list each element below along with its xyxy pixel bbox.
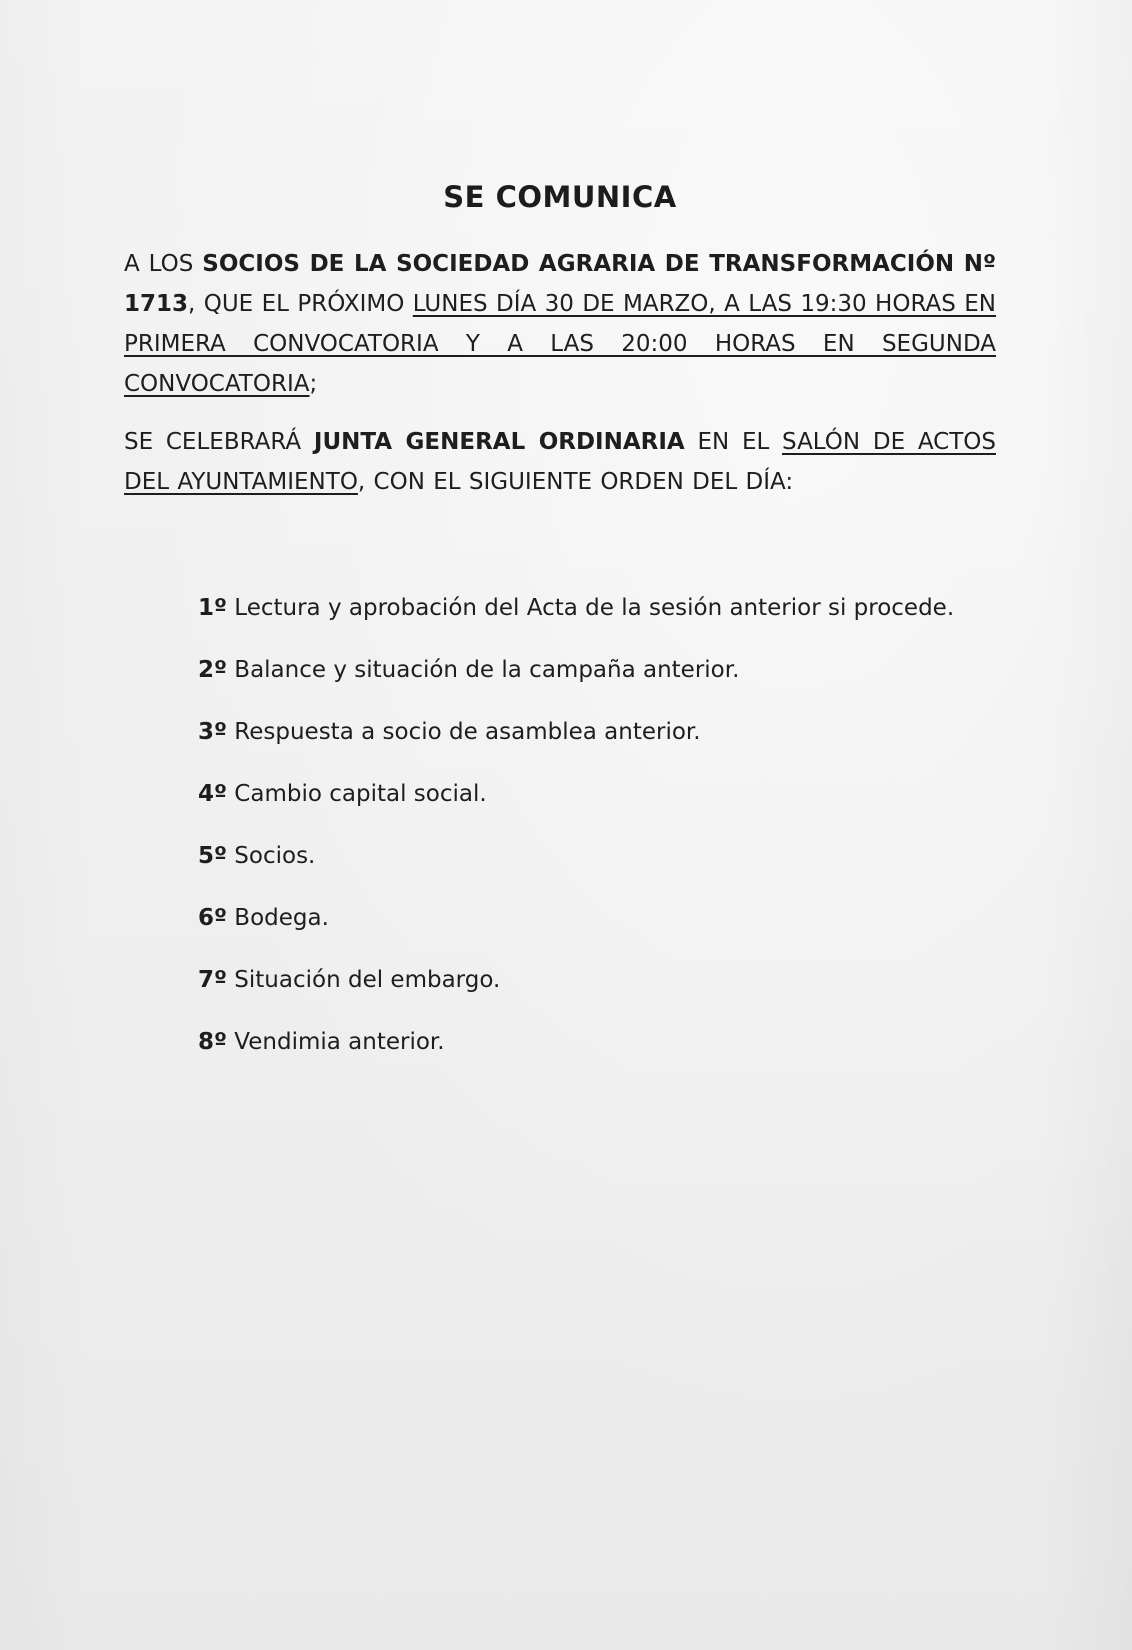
paragraph-meeting <box>124 422 996 502</box>
agenda-item-number: 7º <box>198 967 227 993</box>
notice-body <box>124 180 996 502</box>
notice-title: SE COMUNICA <box>443 180 677 214</box>
agenda-item <box>198 840 998 902</box>
agenda-item-number: 3º <box>198 719 227 745</box>
agenda-item-number: 5º <box>198 843 227 869</box>
agenda-item <box>198 592 998 654</box>
agenda-item-number: 6º <box>198 905 227 931</box>
agenda-item-number: 2º <box>198 657 227 683</box>
agenda-item <box>198 1026 998 1088</box>
p2-text-1: SE CELEBRARÁ <box>124 429 314 455</box>
agenda-item-text: Respuesta a socio de asamblea anterior. <box>226 719 701 745</box>
agenda-item <box>198 778 998 840</box>
p1-text-2: , QUE EL PRÓXIMO <box>188 291 413 317</box>
agenda-item-text: Vendimia anterior. <box>226 1029 445 1055</box>
paragraph-convocation <box>124 244 996 404</box>
agenda-item <box>198 654 998 716</box>
agenda-item-number: 8º <box>198 1029 227 1055</box>
agenda-item <box>198 902 998 964</box>
p2-venue: SALÓN DE ACTOS DEL AYUNTAMIENTO <box>124 429 996 495</box>
p1-company-name: SOCIOS DE LA SOCIEDAD AGRARIA DE TRANSFORMACIÓN Nº 1713 <box>124 251 996 317</box>
agenda-item-text: Situación del embargo. <box>226 967 501 993</box>
p1-date-time: LUNES DÍA 30 DE MARZO, A LAS 19:30 HORAS EN PRIMERA CONVOCATORIA Y A LAS 20:00 HORAS EN SEGUNDA CONVOCATORIA <box>124 291 996 397</box>
p2-text-3: , CON EL SIGUIENTE ORDEN DEL DÍA: <box>357 469 794 495</box>
p2-text-2: EN EL <box>684 429 783 455</box>
agenda-item-text: Cambio capital social. <box>226 781 487 807</box>
agenda-item-text: Socios. <box>226 843 316 869</box>
agenda-item-text: Balance y situación de la campaña anterior. <box>226 657 740 683</box>
agenda-item-number: 1º <box>198 595 227 621</box>
agenda-item-number: 4º <box>198 781 227 807</box>
p2-meeting-type: JUNTA GENERAL ORDINARIA <box>313 429 685 455</box>
agenda-item-text: Lectura y aprobación del Acta de la sesión anterior si procede. <box>226 595 955 621</box>
agenda-item <box>198 964 998 1026</box>
p1-text-3: ; <box>309 371 318 397</box>
agenda-list <box>198 592 998 1088</box>
agenda-item <box>198 716 998 778</box>
p1-text-1: A LOS <box>124 251 203 277</box>
agenda-item-text: Bodega. <box>226 905 329 931</box>
